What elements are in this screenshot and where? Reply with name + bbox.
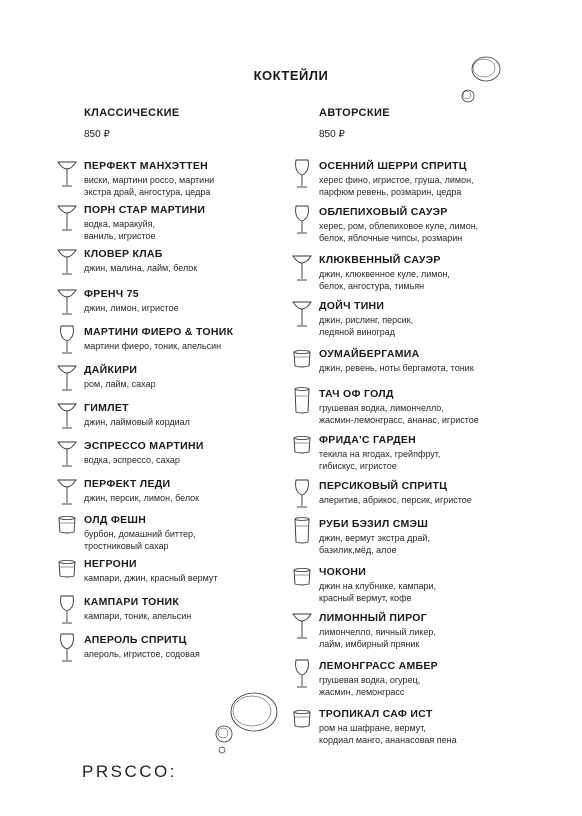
ingredients-line: жасмин, лемонграсс bbox=[319, 687, 405, 697]
ingredients-line: красный вермут, кофе bbox=[319, 593, 412, 603]
signature-heading: АВТОРСКИЕ bbox=[319, 107, 391, 119]
ingredients-line: джин, клюквенное куле, лимон, bbox=[319, 269, 450, 279]
cocktail-ingredients bbox=[319, 268, 534, 292]
ingredients-line: джин, лимон, игристое bbox=[84, 303, 179, 313]
ingredients-line: грушевая водка, огурец, bbox=[319, 675, 421, 685]
ingredients-line: джин, лаймовый кордиал bbox=[84, 417, 190, 427]
coupe-glass-icon bbox=[291, 610, 313, 642]
ingredients-line: джин, персик, лимон, белок bbox=[84, 493, 200, 503]
ingredients-line: гибискус, игристое bbox=[319, 461, 397, 471]
coupe-glass-icon bbox=[56, 438, 78, 470]
cocktail-name: АПЕРОЛЬ СПРИТЦ bbox=[84, 634, 187, 646]
cocktail-name: ЛИМОННЫЙ ПИРОГ bbox=[319, 612, 428, 624]
cocktail-name: ОСЕННИЙ ШЕРРИ СПРИТЦ bbox=[319, 160, 467, 172]
ingredients-line: тростниковый сахар bbox=[84, 541, 169, 551]
ingredients-line: кампари, джин, красный вермут bbox=[84, 573, 218, 583]
ingredients-line: водка, эспрессо, сахар bbox=[84, 455, 180, 465]
ingredients-line: аперитив, абрикос, персик, игристое bbox=[319, 495, 472, 505]
cocktail-name: ФРИДА'С ГАРДЕН bbox=[319, 434, 417, 446]
ingredients-line: джин, рислинг, персик, bbox=[319, 315, 414, 325]
cocktail-ingredients bbox=[319, 220, 534, 244]
classic-column bbox=[56, 107, 296, 659]
wine-glass-icon bbox=[56, 594, 78, 626]
ingredients-line: джин, ревень, ноты бергамота, тоник bbox=[319, 363, 474, 373]
cocktail-name: ЭСПРЕССО МАРТИНИ bbox=[84, 440, 204, 452]
ingredients-line: апероль, игристое, содовая bbox=[84, 649, 200, 659]
highball-glass-icon bbox=[291, 386, 313, 418]
cocktail-name: ЧОКОНИ bbox=[319, 566, 367, 578]
cocktail-name: ДАЙКИРИ bbox=[84, 364, 138, 376]
ingredients-line: лимончелло, яичный ликер, bbox=[319, 627, 436, 637]
cocktail-name: ОЛД ФЕШН bbox=[84, 514, 147, 526]
highball-glass-icon bbox=[291, 516, 313, 548]
rocks-glass-icon bbox=[291, 432, 313, 464]
cocktail-ingredients bbox=[84, 648, 299, 660]
ingredients-line: парфюм ревень, розмарин, цедра bbox=[319, 187, 462, 197]
cocktail-name: МАРТИНИ ФИЕРО & ТОНИК bbox=[84, 326, 234, 338]
wine-glass-icon bbox=[56, 324, 78, 356]
cocktail-name: КЛЮКВЕННЫЙ САУЭР bbox=[319, 254, 441, 266]
rocks-glass-icon bbox=[291, 346, 313, 378]
cocktail-ingredients bbox=[84, 340, 299, 352]
cocktail-ingredients bbox=[319, 362, 534, 374]
coupe-glass-icon bbox=[56, 202, 78, 234]
ingredients-line: грушевая водка, лимончелло, bbox=[319, 403, 444, 413]
cocktail-ingredients bbox=[84, 302, 299, 314]
ingredients-line: белок, яблочные чипсы, розмарин bbox=[319, 233, 463, 243]
ingredients-line: экстра драй, ангостура, цедра bbox=[84, 187, 211, 197]
wine-glass-icon bbox=[291, 204, 313, 236]
coupe-glass-icon bbox=[56, 158, 78, 190]
rocks-glass-icon bbox=[56, 556, 78, 588]
ingredients-line: мартини фиеро, тоник, апельсин bbox=[84, 341, 222, 351]
cocktail-ingredients bbox=[84, 572, 299, 584]
rocks-glass-icon bbox=[291, 706, 313, 738]
classic-price: 850 ₽ bbox=[84, 129, 110, 140]
cocktail-ingredients bbox=[84, 218, 299, 242]
wine-glass-icon bbox=[56, 632, 78, 664]
cocktail-ingredients bbox=[319, 314, 534, 338]
classic-heading: КЛАССИЧЕСКИЕ bbox=[84, 107, 180, 119]
ingredients-line: джин, вермут экстра драй, bbox=[319, 533, 430, 543]
cocktail-ingredients bbox=[84, 492, 299, 504]
cocktail-ingredients bbox=[84, 528, 299, 552]
brand-logo: PRSCCO: bbox=[82, 762, 177, 781]
ingredients-line: джин на клубнике, кампари, bbox=[319, 581, 437, 591]
ingredients-line: ром на шафране, вермут, bbox=[319, 723, 426, 733]
coupe-glass-icon bbox=[291, 252, 313, 284]
menu-title: КОКТЕЙЛИ bbox=[253, 68, 329, 83]
ingredients-line: ром, лайм, сахар bbox=[84, 379, 156, 389]
ingredients-line: белок, ангостура, тимьян bbox=[319, 281, 425, 291]
cocktail-name: ФРЕНЧ 75 bbox=[84, 288, 139, 300]
cocktail-ingredients bbox=[319, 448, 534, 472]
ingredients-line: водка, маракуйя, bbox=[84, 219, 156, 229]
cocktail-ingredients bbox=[319, 402, 534, 426]
cocktail-ingredients bbox=[319, 174, 534, 198]
cocktail-ingredients bbox=[319, 674, 534, 698]
cocktail-name: ПЕРФЕКТ ЛЕДИ bbox=[84, 478, 171, 490]
coupe-glass-icon bbox=[291, 298, 313, 330]
cocktail-name: ОБЛЕПИХОВЫЙ САУЭР bbox=[319, 206, 448, 218]
ingredients-line: херес, ром, облепиховое куле, лимон, bbox=[319, 221, 479, 231]
cocktail-ingredients bbox=[319, 722, 534, 746]
coupe-glass-icon bbox=[56, 400, 78, 432]
cocktail-name: ТАЧ ОФ ГОЛД bbox=[319, 388, 394, 400]
rocks-glass-icon bbox=[291, 564, 313, 596]
ingredients-line: херес фино, игристое, груша, лимон, bbox=[319, 175, 474, 185]
ingredients-line: базилик,мёд, алое bbox=[319, 545, 397, 555]
cocktail-ingredients bbox=[84, 174, 299, 198]
cocktail-name: КАМПАРИ ТОНИК bbox=[84, 596, 180, 608]
cocktail-name: ПОРН СТАР МАРТИНИ bbox=[84, 204, 206, 216]
ingredients-line: текила на ягодах, грейпфрут, bbox=[319, 449, 441, 459]
ingredients-line: кампари, тоник, апельсин bbox=[84, 611, 192, 621]
cocktail-ingredients bbox=[84, 610, 299, 622]
cocktail-ingredients bbox=[84, 378, 299, 390]
ingredients-line: ваниль, игристое bbox=[84, 231, 156, 241]
cocktail-ingredients bbox=[319, 626, 534, 650]
cocktail-name: ОУМАЙБЕРГАМИА bbox=[319, 348, 420, 360]
ingredients-line: ледяной виноград bbox=[319, 327, 396, 337]
cocktail-ingredients bbox=[319, 494, 534, 506]
cocktail-name: РУБИ БЭЗИЛ СМЭШ bbox=[319, 518, 429, 530]
cocktail-ingredients bbox=[84, 262, 299, 274]
cocktail-name: КЛОВЕР КЛАБ bbox=[84, 248, 163, 260]
cocktail-ingredients bbox=[319, 532, 534, 556]
cocktail-name: ПЕРФЕКТ МАНХЭТТЕН bbox=[84, 160, 209, 172]
bubbles-decoration-icon bbox=[210, 688, 280, 758]
wine-glass-icon bbox=[291, 658, 313, 690]
cocktail-name: ДОЙЧ ТИНИ bbox=[319, 300, 385, 312]
wine-glass-icon bbox=[291, 158, 313, 190]
signature-column bbox=[291, 107, 531, 745]
ingredients-line: джин, малина, лайм, белок bbox=[84, 263, 198, 273]
coupe-glass-icon bbox=[56, 476, 78, 508]
cocktail-ingredients bbox=[84, 416, 299, 428]
rocks-glass-icon bbox=[56, 512, 78, 544]
cocktail-name: ГИМЛЕТ bbox=[84, 402, 129, 414]
cocktail-name: ТРОПИКАЛ САФ ИСТ bbox=[319, 708, 433, 720]
coupe-glass-icon bbox=[56, 246, 78, 278]
cocktail-ingredients bbox=[319, 580, 534, 604]
cocktail-ingredients bbox=[84, 454, 299, 466]
ingredients-line: виски, мартини россо, мартини bbox=[84, 175, 215, 185]
bubbles-decoration-icon bbox=[455, 55, 505, 110]
ingredients-line: жасмин-лемонграсс, ананас, игристое bbox=[319, 415, 479, 425]
ingredients-line: кордиал манго, ананасовая пена bbox=[319, 735, 457, 745]
signature-price: 850 ₽ bbox=[319, 129, 345, 140]
ingredients-line: бурбон, домашний биттер, bbox=[84, 529, 196, 539]
cocktail-name: ПЕРСИКОВЫЙ СПРИТЦ bbox=[319, 480, 448, 492]
coupe-glass-icon bbox=[56, 286, 78, 318]
cocktail-name: НЕГРОНИ bbox=[84, 558, 137, 570]
cocktail-name: ЛЕМОНГРАСС АМБЕР bbox=[319, 660, 438, 672]
coupe-glass-icon bbox=[56, 362, 78, 394]
wine-glass-icon bbox=[291, 478, 313, 510]
ingredients-line: лайм, имбирный пряник bbox=[319, 639, 420, 649]
